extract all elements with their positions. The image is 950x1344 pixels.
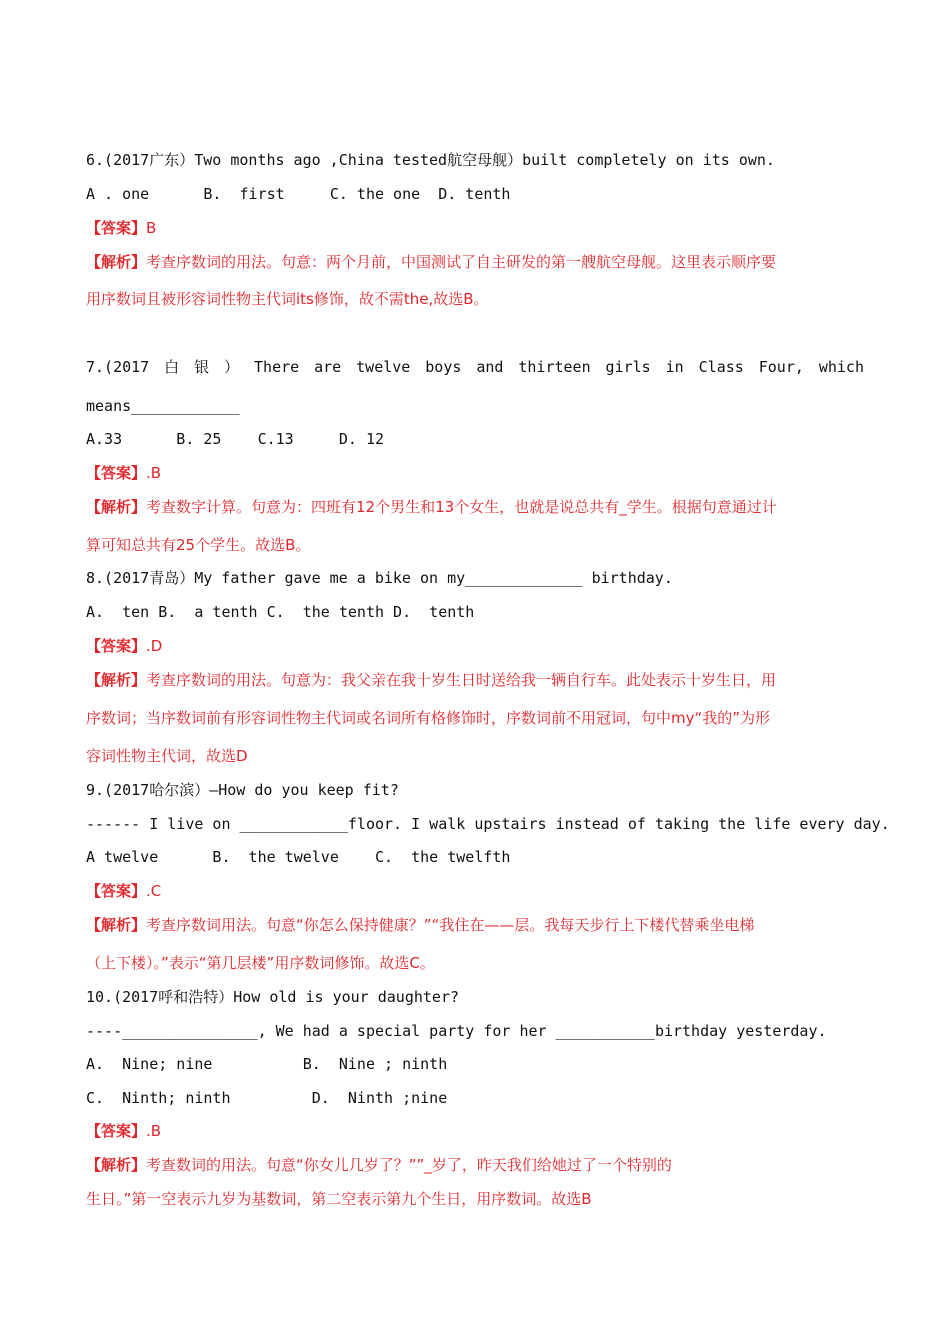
answer-value: .B: [146, 1122, 162, 1140]
answer-tag: 【答案】: [86, 219, 147, 237]
question-6-analysis-line-2: 用序数词且被形容词性物主代词its修饰，故不需the,故选B。: [86, 290, 489, 308]
answer-tag: 【答案】: [86, 637, 147, 655]
question-10-analysis-line-1: [86, 1155, 672, 1175]
question-8-stem: 8.(2017青岛）My father gave me a bike on my_____________ birthday.: [86, 569, 673, 587]
stem-word: girls: [605, 358, 651, 376]
question-9-analysis-line-2: （上下楼）。”表示“第几层楼”用序数词修饰。故选C。: [86, 954, 435, 972]
question-6-answer: [86, 218, 156, 238]
answer-value: B: [146, 219, 157, 237]
question-7-analysis-line-1: [86, 497, 777, 517]
question-8-analysis-line-3: 容词性物主代词，故选D: [86, 747, 248, 765]
question-7-answer: [86, 463, 161, 483]
question-7-options: A.33 B. 25 C.13 D. 12: [86, 430, 385, 448]
question-8-analysis-line-1: [86, 670, 776, 690]
question-9-stem-line-2: ------ I live on ____________floor. I walk upstairs instead of taking the life every day.: [86, 815, 890, 833]
analysis-tag: 【解析】: [86, 253, 147, 271]
question-10-stem-line-2: ----_______________, We had a special party for her ___________birthday yesterday.: [86, 1022, 827, 1040]
question-10-analysis-line-2: 生日。”第一空表示九岁为基数词，第二空表示第九个生日，用序数词。故选B: [86, 1190, 592, 1208]
analysis-tag: 【解析】: [86, 1156, 147, 1174]
question-6-stem: 6.(2017广东）Two months ago ,China tested航空母舰）built completely on its own.: [86, 151, 775, 169]
answer-tag: 【答案】: [86, 464, 147, 482]
question-10-options-line-2: C. Ninth; ninth D. Ninth ;nine: [86, 1089, 448, 1107]
answer-value: .B: [146, 464, 162, 482]
question-6-options: A . one B. first C. the one D. tenth: [86, 185, 511, 203]
stem-word: twelve: [356, 358, 411, 376]
stem-word: thirteen: [518, 358, 591, 376]
question-9-stem: 9.(2017哈尔滨）—How do you keep fit?: [86, 781, 399, 799]
question-8-answer: [86, 636, 162, 656]
stem-word: 银: [194, 358, 210, 376]
analysis-text: 考查数字计算。句意为：四班有12个男生和13个女生，也就是说总共有_学生。根据句意通过计: [146, 498, 777, 516]
analysis-text: 考查数词的用法。句意“你女儿几岁了？””_岁了，昨天我们给她过了一个特别的: [146, 1156, 672, 1174]
analysis-tag: 【解析】: [86, 671, 147, 689]
stem-word: which: [818, 358, 864, 376]
stem-word: 7.(2017: [86, 358, 150, 376]
analysis-tag: 【解析】: [86, 916, 147, 934]
stem-word: boys: [425, 358, 462, 376]
answer-value: .D: [146, 637, 163, 655]
stem-word: and: [476, 358, 504, 376]
question-8-analysis-line-2: 序数词；当序数词前有形容词性物主代词或名词所有格修饰时，序数词前不用冠词，句中my“我的”为形: [86, 709, 771, 727]
stem-word: There: [254, 358, 300, 376]
stem-word: 白: [164, 358, 180, 376]
question-7-analysis-line-2: 算可知总共有25个学生。故选B。: [86, 536, 311, 554]
answer-tag: 【答案】: [86, 882, 147, 900]
analysis-text: 考查序数词的用法。句意：两个月前，中国测试了自主研发的第一艘航空母舰。这里表示顺序要: [146, 253, 777, 271]
answer-value: .C: [146, 882, 162, 900]
stem-word: in: [665, 358, 684, 376]
question-10-stem: 10.(2017呼和浩特）How old is your daughter?: [86, 988, 460, 1006]
analysis-text: 考查序数词用法。句意“你怎么保持健康？”“我住在——层。我每天步行上下楼代替乘坐电梯: [146, 916, 755, 934]
question-10-answer: [86, 1121, 161, 1141]
question-9-analysis-line-1: [86, 915, 754, 935]
question-9-options: A twelve B. the twelve C. the twelfth: [86, 848, 511, 866]
analysis-tag: 【解析】: [86, 498, 147, 516]
analysis-text: 考查序数词的用法。句意为：我父亲在我十岁生日时送给我一辆自行车。此处表示十岁生日，用: [146, 671, 777, 689]
stem-word: Class: [698, 358, 744, 376]
question-6-analysis-line-1: [86, 252, 776, 272]
stem-word: ）: [224, 358, 240, 376]
stem-word: Four,: [758, 358, 804, 376]
stem-word: are: [314, 358, 342, 376]
question-7-stem-line-2: means____________: [86, 397, 240, 415]
question-7-stem: [86, 357, 864, 377]
answer-tag: 【答案】: [86, 1122, 147, 1140]
question-9-answer: [86, 881, 161, 901]
question-10-options-line-1: A. Nine; nine B. Nine ; ninth: [86, 1055, 448, 1073]
question-8-options: A. ten B. a tenth C. the tenth D. tenth: [86, 603, 475, 621]
